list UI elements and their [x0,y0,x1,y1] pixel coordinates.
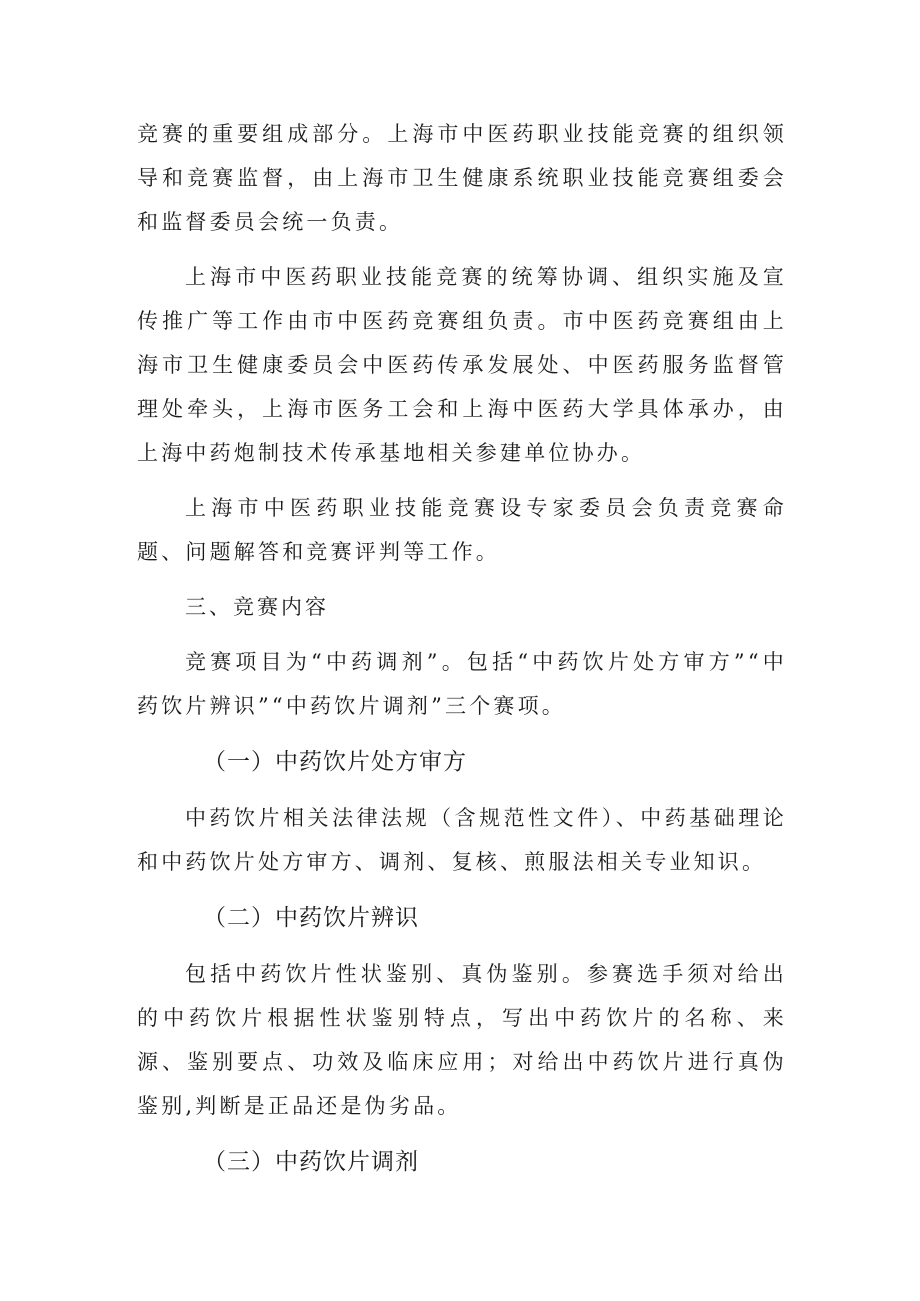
subsection-title-prescription-review: （一）中药饮片处方审方 [203,749,467,775]
paragraph-coordination: 上海市中医药职业技能竞赛的统筹协调、组织实施及宣传推广等工作由市中医药竞赛组负责。市中医药竞赛组由上海市卫生健康委员会中医药传承发展处、中医药服务监督管理处牵头，上海市医务工会和上海中医药大学具体承办，由上海中药炮制技术传承基地相关参建单位协办。 [137,265,787,465]
paragraph-competition-items: 竞赛项目为“中药调剂”。包括“中药饮片处方审方”“中药饮片辨识”“中药饮片调剂”三个赛项。 [137,650,787,718]
paragraph-prescription-review: 中药饮片相关法律法规（含规范性文件）、中药基础理论和中药饮片处方审方、调剂、复核、煎服法相关专业知识。 [137,806,787,874]
subsection-title-dispensing: （三）中药饮片调剂 [203,1149,419,1175]
section-title-content: 三、竞赛内容 [185,595,329,619]
document-page [137,112,787,1196]
paragraph-organization: 竞赛的重要组成部分。上海市中医药职业技能竞赛的组织领导和竞赛监督，由上海市卫生健康系统职业技能竞赛组委会和监督委员会统一负责。 [137,122,787,234]
paragraph-identification: 包括中药饮片性状鉴别、真伪鉴别。参赛选手须对给出的中药饮片根据性状鉴别特点，写出中药饮片的名称、来源、鉴别要点、功效及临床应用；对给出中药饮片进行真伪鉴别,判断是正品还是伪劣品。 [137,962,787,1118]
paragraph-expert-committee: 上海市中医药职业技能竞赛设专家委员会负责竞赛命题、问题解答和竞赛评判等工作。 [137,496,787,564]
subsection-title-identification: （二）中药饮片辨识 [203,905,419,931]
